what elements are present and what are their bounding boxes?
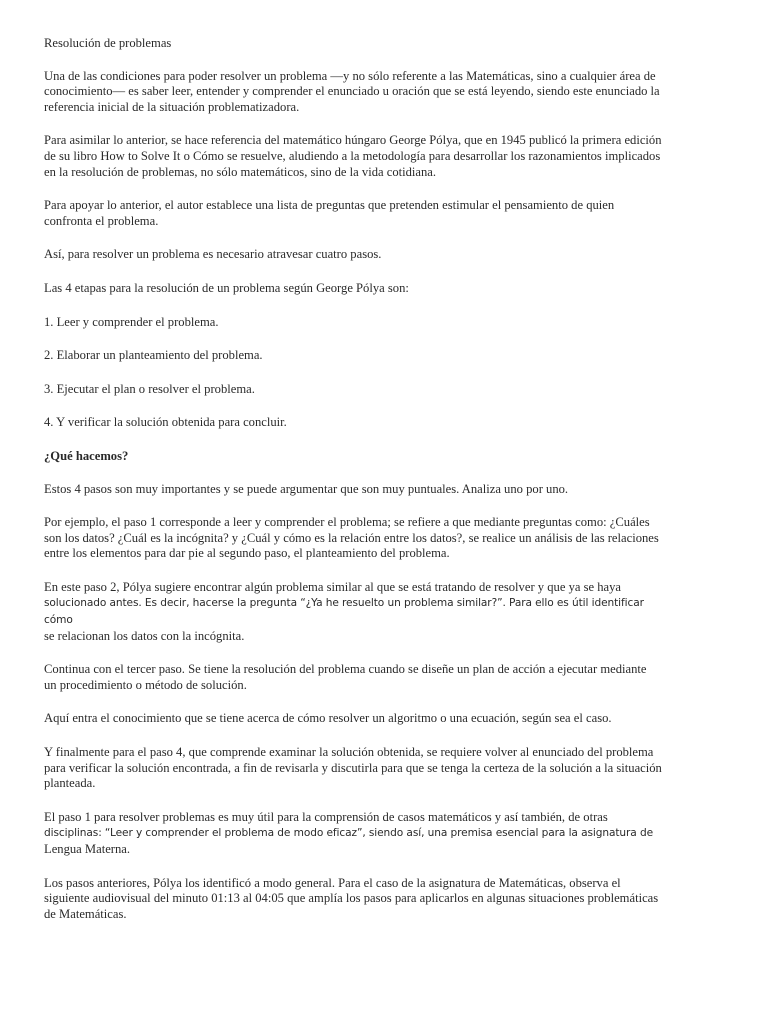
section-heading: ¿Qué hacemos? bbox=[44, 448, 129, 463]
paragraph-disciplines bbox=[44, 810, 662, 858]
paragraph-step-2-line-1: En este paso 2, Pólya sugiere encontrar algún problema similar al que se está tratando de resolver y que ya se haya bbox=[44, 579, 622, 594]
paragraph-disciplines-line-2: disciplinas: “Leer y comprender el problema de modo eficaz”, siendo así, una premisa esencial para la asignatura de bbox=[44, 827, 654, 840]
paragraph-important: Estos 4 pasos son muy importantes y se puede argumentar que son muy puntuales. Analiza uno por uno. bbox=[44, 481, 569, 496]
paragraph-step-3: Continua con el tercer paso. Se tiene la resolución del problema cuando se diseñe un plan de acción a ejecutar mediante un procedimiento o método de solución. bbox=[44, 662, 647, 692]
paragraph-step-2-line-3: se relacionan los datos con la incógnita. bbox=[44, 628, 245, 643]
paragraph-disciplines-line-1: El paso 1 para resolver problemas es muy útil para la comprensión de casos matemáticos y así también, de otras bbox=[44, 809, 608, 824]
step-item-2: 2. Elaborar un planteamiento del problema. bbox=[44, 348, 263, 363]
step-item-4: 4. Y verificar la solución obtenida para concluir. bbox=[44, 415, 287, 430]
document-page bbox=[44, 36, 662, 940]
step-item-3: 3. Ejecutar el plan o resolver el problema. bbox=[44, 381, 255, 396]
paragraph-knowledge: Aquí entra el conocimiento que se tiene acerca de cómo resolver un algoritmo o una ecuación, según sea el caso. bbox=[44, 711, 612, 726]
paragraph-intro: Una de las condiciones para poder resolver un problema —y no sólo referente a las Matemáticas, sino a cualquier área de conocimiento— es saber leer, entender y comprender el enunciado u oración que se está leyendo, siendo este enunciado la referencia inicial de la situación problematizadora. bbox=[44, 68, 660, 114]
paragraph-step-1: Por ejemplo, el paso 1 corresponde a leer y comprender el problema; se refiere a que mediante preguntas como: ¿Cuáles son los datos? ¿Cuál es la incógnita? y ¿Cuál y cómo es la relación entre los datos?, se realice un análisis de las relaciones entre los elementos para dar pie al segundo paso, el planteamiento del problema. bbox=[44, 515, 659, 561]
paragraph-disciplines-line-3: Lengua Materna. bbox=[44, 842, 131, 856]
paragraph-audiovisual: Los pasos anteriores, Pólya los identificó a modo general. Para el caso de la asignatura de Matemáticas, observa el siguiente audiovisual del minuto 01:13 al 04:05 que amplía los pasos para aplicarlos en algunas situaciones problemáticas de Matemáticas. bbox=[44, 875, 659, 921]
paragraph-step-2-line-2: solucionado antes. Es decir, hacerse la pregunta “¿Ya he resuelto un problema similar?”. Para ello es útil identificar cómo bbox=[44, 597, 644, 627]
paragraph-polya: Para asimilar lo anterior, se hace referencia del matemático húngaro George Pólya, que en 1945 publicó la primera edición de su libro How to Solve It o Cómo se resuelve, aludiendo a la metodología para desarrollar los razonamientos implicados en la resolución de problemas, no sólo matemáticos, sino de la vida cotidiana. bbox=[44, 133, 662, 179]
document-title: Resolución de problemas bbox=[44, 36, 172, 50]
paragraph-stages-intro: Las 4 etapas para la resolución de un problema según George Pólya son: bbox=[44, 280, 409, 295]
step-item-1: 1. Leer y comprender el problema. bbox=[44, 314, 219, 329]
paragraph-four-steps: Así, para resolver un problema es necesario atravesar cuatro pasos. bbox=[44, 247, 382, 262]
paragraph-step-2 bbox=[44, 580, 662, 644]
paragraph-step-4: Y finalmente para el paso 4, que comprende examinar la solución obtenida, se requiere volver al enunciado del problema para verificar la solución encontrada, a fin de revisarla y discutirla para que se tenga la certeza de la solución a la situación planteada. bbox=[44, 745, 662, 791]
paragraph-questions: Para apoyar lo anterior, el autor establece una lista de preguntas que pretenden estimular el pensamiento de quien confronta el problema. bbox=[44, 198, 615, 228]
